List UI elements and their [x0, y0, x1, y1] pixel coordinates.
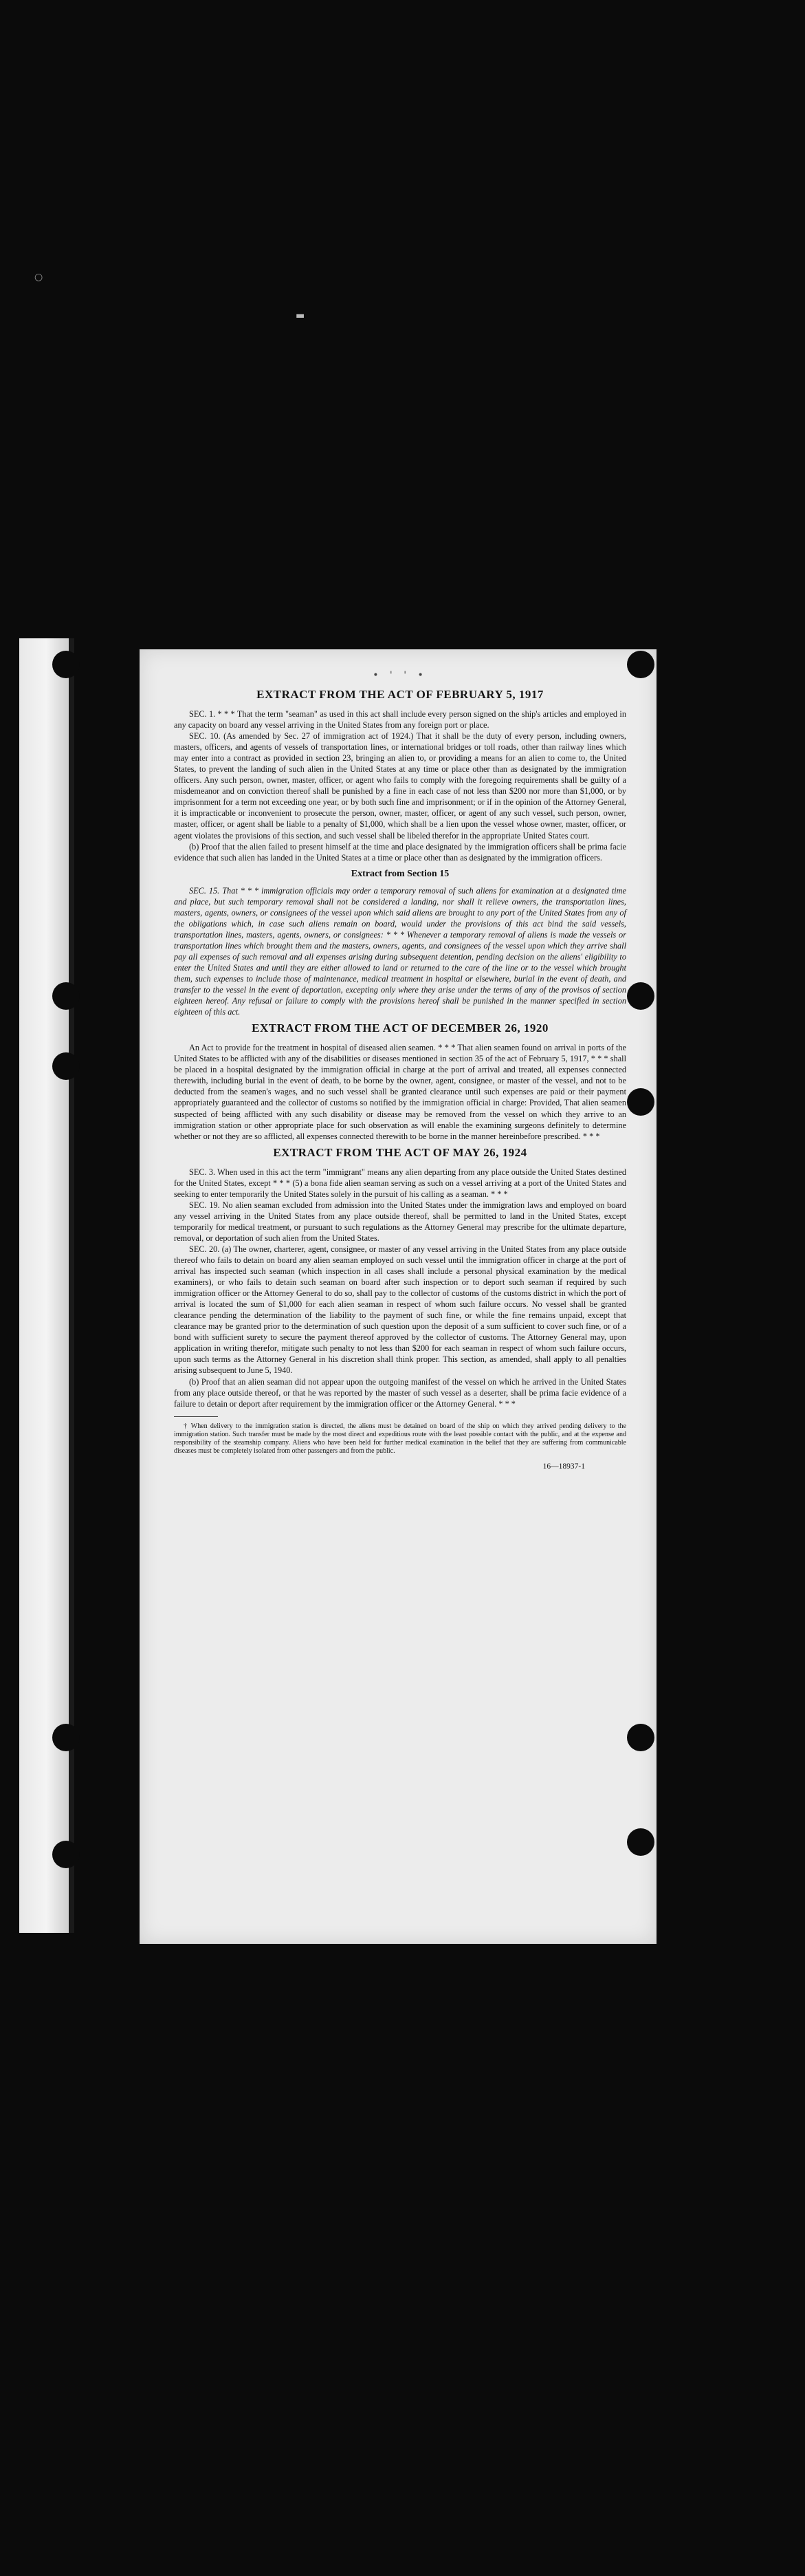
punch-hole	[52, 651, 80, 678]
punch-hole	[52, 982, 80, 1010]
heading-act-1917: EXTRACT FROM THE ACT OF FEBRUARY 5, 1917	[256, 688, 544, 701]
paragraph-sec-10-b: (b) Proof that the alien failed to present himself at the time and place designated by the immigration officers shall be prima facie evidence that such alien has landed in the United States at a time or place other than as designated by the immigration officers.	[174, 841, 626, 863]
film-speck: ○	[34, 272, 43, 283]
punch-hole	[627, 651, 654, 678]
heading-act-1924: EXTRACT FROM THE ACT OF MAY 26, 1924	[273, 1145, 527, 1159]
punch-hole	[627, 1724, 654, 1751]
paragraph-sec-15: SEC. 15. That * * * immigration officials may order a temporary removal of such aliens for examination at a designated time and place, but such temporary removal shall not be considered a landing, nor shall it relieve owners, the transportation lines, masters, agents, owners, or consignees of the vessel upon which said aliens are brought to any port of the United States from any of the obligations which, in case such aliens remain on board, would under the provisions of this act bind the said vessels, transportation lines, masters, agents, owners, or consignees: * * * Whenever a temporary removal of aliens is made the vessels or transportation lines which brought them and the masters, owners, agents, and consignees of the vessel upon which they arrive shall pay all expenses of such removal and all expenses arising during subsequent detention, pending decision on the aliens' eligibility to enter the United States and until they are either allowed to land or returned to the care of the line or to the vessel which brought them, such expenses to include those of maintenance, medical treatment in hospital or elsewhere, burial in the event of death, and transfer to the vessel in the event of deportation, excepting only where they arise under the terms of any of the provisos of section eighteen hereof. Any refusal or failure to comply with the provisions hereof shall be punished in the manner specified in section eighteen of this act.	[174, 885, 626, 1017]
document-number: 16—18937-1	[542, 1462, 585, 1471]
paragraph-sec-3: SEC. 3. When used in this act the term "immigrant" means any alien departing from any place outside the United States destined for the United States, except * * * (5) a bona fide alien seaman serving as such on a vessel arriving at a port of the United States and seeking to enter temporarily the United States solely in the pursuit of his calling as a seaman. * * *	[174, 1167, 626, 1199]
paragraph-act-1920: An Act to provide for the treatment in hospital of diseased alien seamen. * * * That alien seamen found on arrival in ports of the United States to be afflicted with any of the disabilities or diseases mentioned in section 35 of the act of February 5, 1917, * * * shall be placed in a hospital designated by the immigration official in charge at the port of arrival and treated, all expenses connected therewith, including burial in the event of death, to be borne by the owner, agent, consignee, or master of the vessel, and not to be deducted from the seamen's wages, and no such vessel shall be granted clearance until such expenses are paid or their payment appropriately guaranteed and the collector of customs so notified by the immigration official in charge: Provided, That alien seamen suspected of being afflicted with any such disability or disease may be removed from the vessel on which they arrive to an immigration station or other appropriate place for such observation as will enable the examining surgeons definitely to determine whether or not they are so afflicted, all expenses connected therewith to be borne in the manner hereinbefore prescribed. * * *	[174, 1043, 626, 1141]
footnote-rule	[174, 1416, 218, 1417]
punch-hole	[627, 1088, 654, 1116]
footnote	[174, 1422, 626, 1456]
paragraph-sec-19: SEC. 19. No alien seaman excluded from admission into the United States under the immigration laws and employed on board any vessel arriving in the United States from any place outside thereof, shall be permitted to land in the United States, except temporarily for medical treatment, or pursuant to such regulations as the Attorney General may prescribe for the ultimate departure, removal, or deportation of such alien from the United States.	[174, 1200, 626, 1243]
paragraph-sec-1: SEC. 1. * * * That the term "seaman" as used in this act shall include every person signed on the ship's articles and employed in any capacity on board any vessel arriving in the United States from any foreign port or place.	[174, 709, 626, 730]
punch-hole	[52, 1841, 80, 1868]
punch-hole	[627, 1828, 654, 1856]
page-top-ornament: • ' ' •	[373, 670, 428, 681]
footnote-text: † When delivery to the immigration station is directed, the aliens must be detained on board of the ship on which they arrived pending delivery to the immigration station. Such transfer must be made by the most direct and expeditious route with the least possible contact with the public, and at the expense and responsibility of the steamship company. Aliens who have been held for further medical examination in the belief that they are suffering from communicable diseases must be completely isolated from other passengers and from the public.	[174, 1422, 626, 1455]
punch-hole	[627, 982, 654, 1010]
punch-hole	[52, 1724, 80, 1751]
punch-hole	[52, 1052, 80, 1080]
document-page	[140, 649, 657, 1944]
film-dash: ▬	[296, 310, 305, 321]
paragraph-sec-10: SEC. 10. (As amended by Sec. 27 of immigration act of 1924.) That it shall be the duty of every person, including owners, masters, officers, and agents of vessels of transportation lines, or international bridges or toll roads, other than railway lines which may enter into a contract as provided in section 23, bringing an alien to, or providing a means for an alien to come to, the United States, to prevent the landing of such alien in the United States at any time or place other than as designated by the immigration officers. Any such person, owner, master, officer, or agent who fails to comply with the foregoing requirements shall be guilty of a misdemeanor and on conviction thereof shall be punished by a fine in each case of not less than $200 nor more than $1,000, or by imprisonment for a term not exceeding one year, or by both such fine and imprisonment; or if in the opinion of the Attorney General, it is impracticable or inconvenient to prosecute the person, owner, master, officer, or agent of any such vessel, such person, owner, master, officer, or agent shall be liable to a penalty of $1,000, which shall be a lien upon the vessel whose owner, master, officer, or agent violates the provisions of this section, and such vessel shall be libeled therefor in the appropriate United States court.	[174, 731, 626, 841]
paragraph-sec-20-a: SEC. 20. (a) The owner, charterer, agent, consignee, or master of any vessel arriving in the United States from any place outside thereof who fails to detain on board any alien seaman employed on such vessel until the immigration officer in charge at the port of arrival has inspected such seaman (which inspection in all cases shall include a personal physical examination by the medical examiners), or who fails to detain such seaman on board after such inspection or to deport such seaman if required by such immigration officer or the Attorney General to do so, shall pay to the collector of customs of the customs district in which the port of arrival is located the sum of $1,000 for each alien seaman in respect of whom such failure occurs. No vessel shall be granted clearance pending the determination of the liability to the payment of such fine, or while the fine remains unpaid, except that clearance may be granted prior to the determination of such question upon the deposit of a sum sufficient to cover such fine, or of a bond with sufficient surety to secure the payment thereof approved by the collector of customs. The Attorney General may, upon application in writing therefor, mitigate such penalty to not less than $200 for each seaman in respect of whom such failure occurs, upon such terms as the Attorney General in his discretion shall think proper. This section, as amended, shall apply to all penalties arising subsequent to June 5, 1940.	[174, 1244, 626, 1376]
paragraph-sec-20-b: (b) Proof that an alien seaman did not appear upon the outgoing manifest of the vessel on which he arrived in the United States from any place outside thereof, or that he was reported by the master of such vessel as a deserter, shall be prima facie evidence of a failure to detain or deport after requirement by the immigration officer or the Attorney General. * * *	[174, 1376, 626, 1409]
heading-act-1920: EXTRACT FROM THE ACT OF DECEMBER 26, 1920	[252, 1021, 549, 1035]
heading-section-15: Extract from Section 15	[351, 868, 450, 879]
